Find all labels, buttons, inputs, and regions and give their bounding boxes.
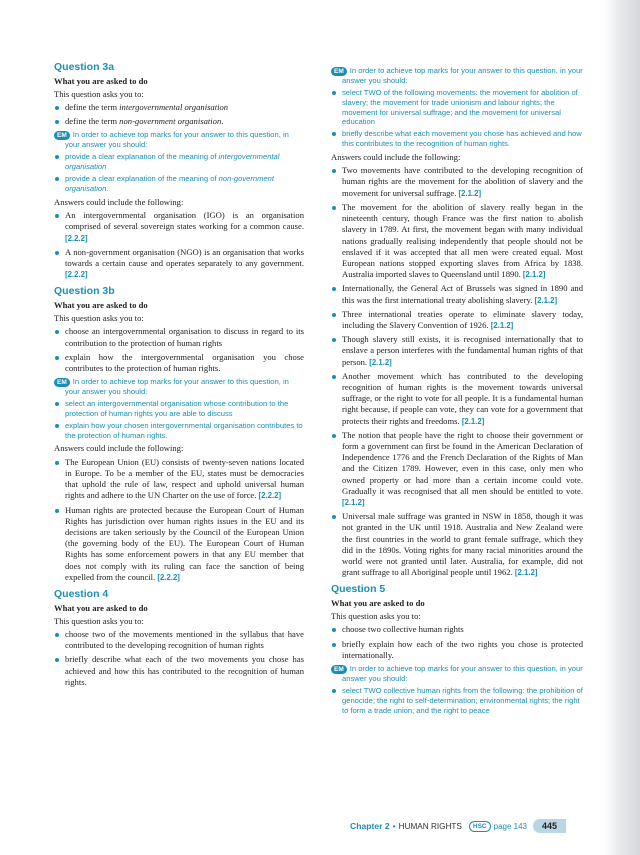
list-item: The movement for the abolition of slavery really began in the nineteenth century, though France was the first nation to abolish slavery in 1789. At first, the movement began with many individual nations gradually realising independently that people should not be enslaved if it was accepted that all men were created equal. Most European nations stopped exporting slaves from Africa by 1838. Australia imported slaves to Queensland until 1890. [2.1.2] [331,202,583,280]
em-badge: EM [331,67,347,76]
list-item: briefly describe what each movement you chose has achieved and how this contributes to the recognition of human rights. [331,129,583,149]
list-item: select an intergovernmental organisation whose contribution to the protection of human rights you are able to discuss [54,399,304,419]
question-5-heading: Question 5 [331,583,386,596]
em-badge: EM [54,378,70,387]
list-item: The European Union (EU) consists of twenty-seven nations located in Europe. To be a member of the EU, states must be democracies that uphold the rule of law, respect and uphold universal human rights and adhere to the UN Charter on the use of force. [2.2.2] [54,457,304,502]
q3b-intro: This question asks you to: [54,312,144,323]
list-item: Universal male suffrage was granted in NSW in 1858, though it was not granted in the UK until 1918. Australia and New Zealand were the first countries in the world to grant female suffrage, which they did in the 1890s. Voting rights for many racial minorities around the world were not granted until later. Australia, for example, did not grant suffrage to all Aboriginal people until 1962. [2.1.2] [331,511,583,578]
list-item: provide a clear explanation of the meaning of non-government organisation. [54,174,304,194]
list-item: define the term non-government organisation. [54,116,304,127]
list-item: briefly explain how each of the two rights you chose is protected internationally. [331,639,583,661]
em-badge: EM [54,131,70,140]
list-item: An intergovernmental organisation (IGO) is an organisation comprised of several sovereign states working for a common cause. [2.2.2] [54,210,304,244]
q4-answers-list [331,165,583,578]
q5-asks-list [331,624,583,661]
list-item: select TWO of the following movements: the movement for abolition of slavery; the movement for trade unionism and labour rights; the movement for universal suffrage; and the movement for universal education [331,88,583,127]
q3a-asks-list [54,102,304,127]
chapter-label: Chapter 2 [350,821,390,831]
q3b-em-block: EM In order to achieve top marks for your answer to this question, in your answer you should: select an intergovernmental organisation whose contribution to the protection of human rights you are able to discuss explain how your chosen intergovernmental organisation contributes to the protection of human rights. [54,377,304,440]
hsc-badge: HSC [469,821,491,832]
q3b-answers-intro: Answers could include the following: [54,443,184,454]
right-column [331,66,583,718]
q4-subheading: What you are asked to do [54,603,148,614]
question-3b-heading: Question 3b [54,285,115,298]
page-number: 445 [533,819,566,833]
list-item: briefly describe what each of the two movements you chose has achieved and how this has contributed to the recognition of human rights. [54,654,304,688]
list-item: explain how the intergovernmental organisation you chose contributes to the protection of human rights. [54,352,304,374]
list-item: Internationally, the General Act of Brussels was signed in 1890 and this was the first international treaty abolishing slavery. [2.1.2] [331,283,583,305]
list-item: select TWO collective human rights from the following: the prohibition of genocide; the right to self-determination; environmental rights; the right to form a trade union; and the right to peace [331,686,583,715]
q3a-subheading: What you are asked to do [54,76,148,86]
q5-em-block: EM In order to achieve top marks for your answer to this question, in your answer you should: select TWO collective human rights from the following: the prohibition of genocide; the right to self-determination; environmental rights; the right to form a trade union; and the right to peace [331,664,583,715]
q3a-intro: This question asks you to: [54,88,144,99]
q3a-answers-intro: Answers could include the following: [54,196,184,207]
q3b-asks-list [54,326,304,374]
list-item: Three international treaties operate to eliminate slavery today, including the Slavery Convention of 1926. [2.1.2] [331,309,583,331]
page-edge-shadow [604,0,640,855]
question-3a-heading: Question 3a [54,61,115,73]
list-item: Human rights are protected because the European Court of Human Rights has jurisdiction over human rights issues in the EU and its decisions are taken seriously by the Council of the European Union (the governing body of the EU). The European Court of Human Rights has some enforcement powers in that any EU member that does not comply with its ruling can face the sanction of being expelled from the council. [2.2.2] [54,505,304,583]
list-item: A non-government organisation (NGO) is an organisation that works towards a certain cause and operates separately to any government. [2.2.2] [54,247,304,281]
q4-answers-intro: Answers could include the following: [331,151,461,162]
list-item: Another movement which has contributed to the developing recognition of human rights is the movement towards universal suffrage, or the right to vote for all people. It is a fundamental human right because, if people can vote, they can vote for a government that protects their rights and freedoms. [2.1.2] [331,371,583,427]
q5-intro: This question asks you to: [331,610,421,621]
q3a-em-block: EM In order to achieve top marks for your answer to this question, in your answer you should: provide a clear explanation of the meaning of intergovernmental organisation provide a clear explanation of the meaning of non-government organisation. [54,130,304,193]
list-item: provide a clear explanation of the meaning of intergovernmental organisation [54,152,304,172]
em-badge: EM [331,665,347,674]
topic-label: HUMAN RIGHTS [398,821,462,831]
page-reference: page 143 [493,821,527,831]
list-item: choose an intergovernmental organisation to discuss in regard to its contribution to the protection of human rights [54,326,304,348]
q3b-answers-list [54,457,304,583]
separator-dot: • [392,821,396,831]
list-item: define the term intergovernmental organisation [54,102,304,113]
q4-em-block: EM In order to achieve top marks for your answer to this question, in your answer you should: select TWO of the following movements: the movement for abolition of slavery; the movement for trade unionism and labour rights; the movement for universal suffrage; and the movement for universal education briefly describe what each movement you chose has achieved and how this contributes to the recognition of human rights. [331,66,583,149]
q3b-subheading: What you are asked to do [54,300,148,311]
q4-asks-list [54,629,304,688]
q5-subheading: What you are asked to do [331,598,425,609]
list-item: The notion that people have the right to choose their government or form a government can first be found in the American Declaration of Independence 1776 and the French Declaration of the Rights of Man and the Citizen 1789. However, even in this case, only men who owned property or had more than a certain income could vote. Gradually it was recognised that all men should be entitled to vote. [2.1.2] [331,430,583,508]
list-item: Though slavery still exists, it is recognised internationally that to enslave a person interferes with the fundamental human rights of that person. [2.1.2] [331,334,583,368]
list-item: choose two of the movements mentioned in the syllabus that have contributed to the developing recognition of human rights [54,629,304,651]
q4-intro: This question asks you to: [54,615,144,626]
left-column [54,60,304,691]
list-item: choose two collective human rights [331,624,583,635]
question-4-heading: Question 4 [54,588,109,601]
list-item: Two movements have contributed to the developing recognition of human rights are the movement for the abolition of slavery and the movement for universal suffrage. [2.1.2] [331,165,583,199]
list-item: explain how your chosen intergovernmental organisation contributes to the protection of human rights. [54,421,304,441]
q3a-answers-list [54,210,304,280]
page-footer [350,818,566,834]
